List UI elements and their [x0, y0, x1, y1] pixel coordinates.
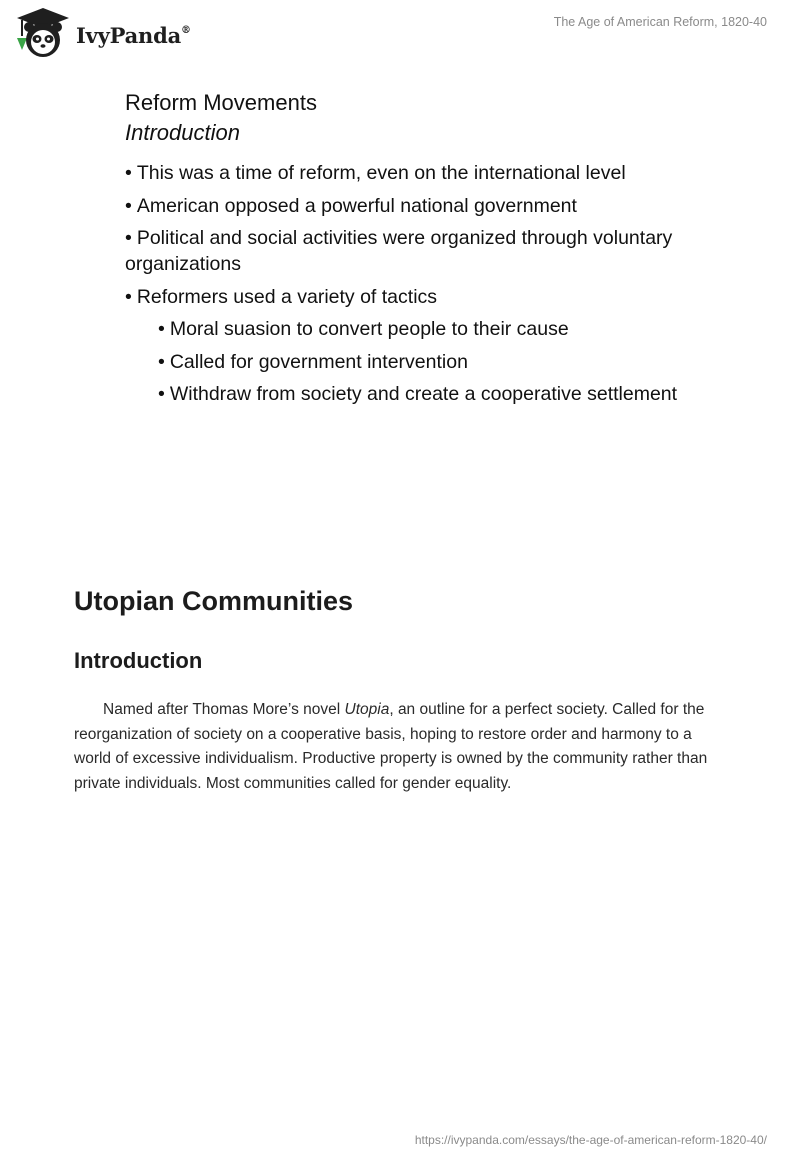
logo-wordmark: IvyPanda®	[76, 22, 191, 48]
slide-bullet-list	[125, 160, 725, 407]
footer-source-url[interactable]: https://ivypanda.com/essays/the-age-of-american-reform-1820-40/	[414, 1133, 767, 1147]
document-title: The Age of American Reform, 1820-40	[553, 15, 767, 29]
book-title: Utopia	[344, 701, 390, 718]
body-paragraph: Named after Thomas More’s novel Utopia, an outline for a perfect society. Called for the reorganization of society on a cooperative basis, hoping to restore order and harmony to a world of excessive individualism. Productive property is owned by the community rather than private individuals. Most communities called for gender equality.	[74, 701, 708, 792]
page-header	[0, 0, 800, 70]
sub-bullet-item: • Moral suasion to convert people to their cause	[158, 318, 569, 340]
slide-content	[125, 88, 725, 414]
slide-subtitle: Introduction	[125, 120, 240, 145]
sub-bullet-item: • Withdraw from society and create a cooperative settlement	[158, 383, 678, 405]
slide-title: Reform Movements	[125, 90, 317, 115]
section-heading: Utopian Communities	[74, 586, 354, 616]
bullet-item: • American opposed a powerful national government	[125, 194, 577, 217]
panda-graduate-icon	[14, 6, 72, 60]
bullet-item: • Political and social activities were organized through voluntary organizations	[125, 227, 673, 275]
section-subheading: Introduction	[74, 648, 203, 673]
ivypanda-logo[interactable]	[14, 6, 191, 60]
bullet-item: • Reformers used a variety of tactics	[125, 285, 438, 308]
bullet-item: • This was a time of reform, even on the international level	[125, 162, 626, 184]
sub-bullet-item: • Called for government intervention	[158, 350, 468, 373]
